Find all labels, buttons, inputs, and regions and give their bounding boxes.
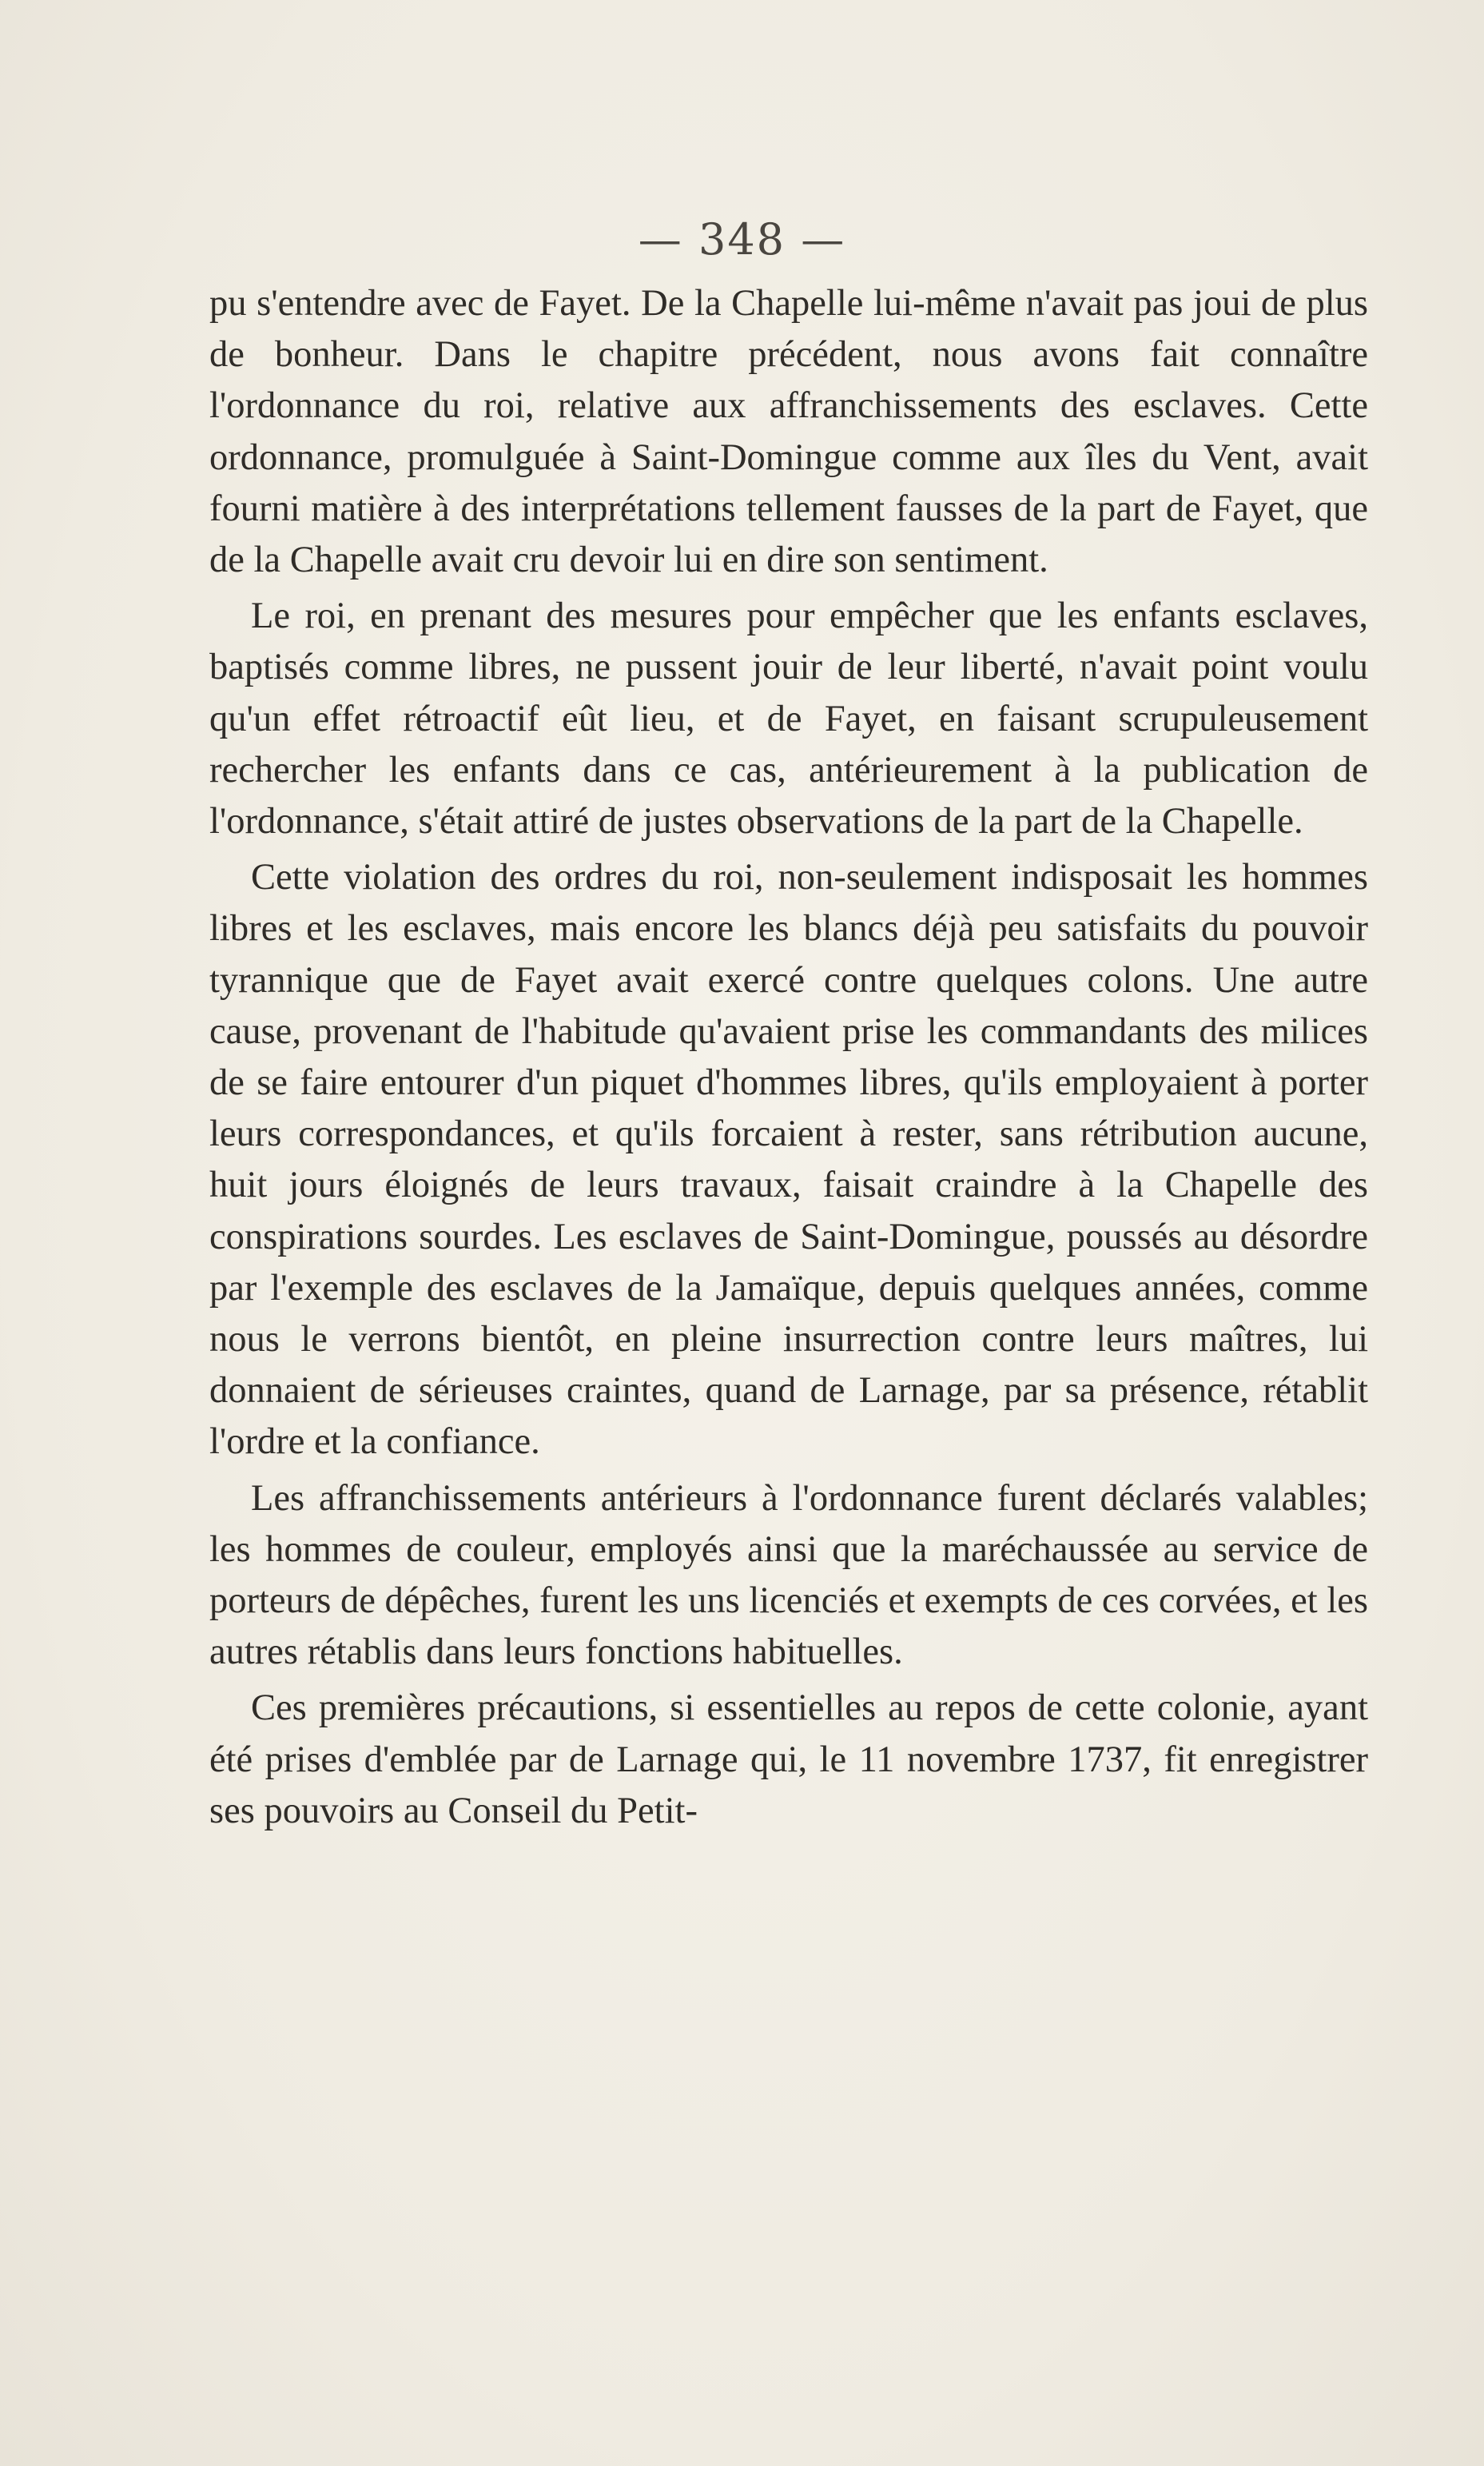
paragraph-5: Ces premières précautions, si essentielles au repos de cette colonie, ayant été prises d'emblée par de Larnage qui, le 11 novembre 1737, fit enregistrer ses pouvoirs au Conseil du Petit- [209, 1687, 1368, 1831]
paragraph-3: Cette violation des ordres du roi, non-seulement indisposait les hommes libres et les esclaves, mais encore les blancs déjà peu satisfaits du pouvoir tyrannique que de Fayet avait exercé contre quelques colons. Une autre cause, provenant de l'habitude qu'avaient prise les commandants des milices de se faire entourer d'un piquet d'hommes libres, qu'ils employaient à porter leurs correspondances, et qu'ils forcaient à rester, sans rétribution aucune, huit jours éloignés de leurs travaux, faisait craindre à la Chapelle des conspirations sourdes. Les esclaves de Saint-Domingue, poussés au désordre par l'exemple des esclaves de la Jamaïque, depuis quelques années, comme nous le verrons bientôt, en pleine insurrection contre leurs maîtres, lui donnaient de sérieuses craintes, quand de Larnage, par sa présence, rétablit l'ordre et la confiance. [209, 857, 1368, 1463]
body-text [209, 278, 1368, 1837]
page-number: — 348 — [638, 214, 846, 265]
paragraph-2: Le roi, en prenant des mesures pour empêcher que les enfants esclaves, baptisés comme libres, ne pussent jouir de leur liberté, n'avait point voulu qu'un effet rétroactif eût lieu, et de Fayet, en faisant scrupuleusement rechercher les enfants dans ce cas, antérieurement à la publication de l'ordonnance, s'était attiré de justes observations de la part de la Chapelle. [209, 596, 1368, 843]
paragraph-4: Les affranchissements antérieurs à l'ordonnance furent déclarés valables; les hommes de couleur, employés ainsi que la maréchaussée au service de porteurs de dépêches, furent les uns licenciés et exempts de ces corvées, et les autres rétablis dans leurs fonctions habituelles. [209, 1477, 1368, 1673]
paragraph-1: pu s'entendre avec de Fayet. De la Chapelle lui-même n'avait pas joui de plus de bonheur. Dans le chapitre précédent, nous avons fait connaître l'ordonnance du roi, relative aux affranchissements des esclaves. Cette ordonnance, promulguée à Saint-Domingue comme aux îles du Vent, avait fourni matière à des interprétations tellement fausses de la part de Fayet, que de la Chapelle avait cru devoir lui en dire son sentiment. [209, 283, 1368, 581]
